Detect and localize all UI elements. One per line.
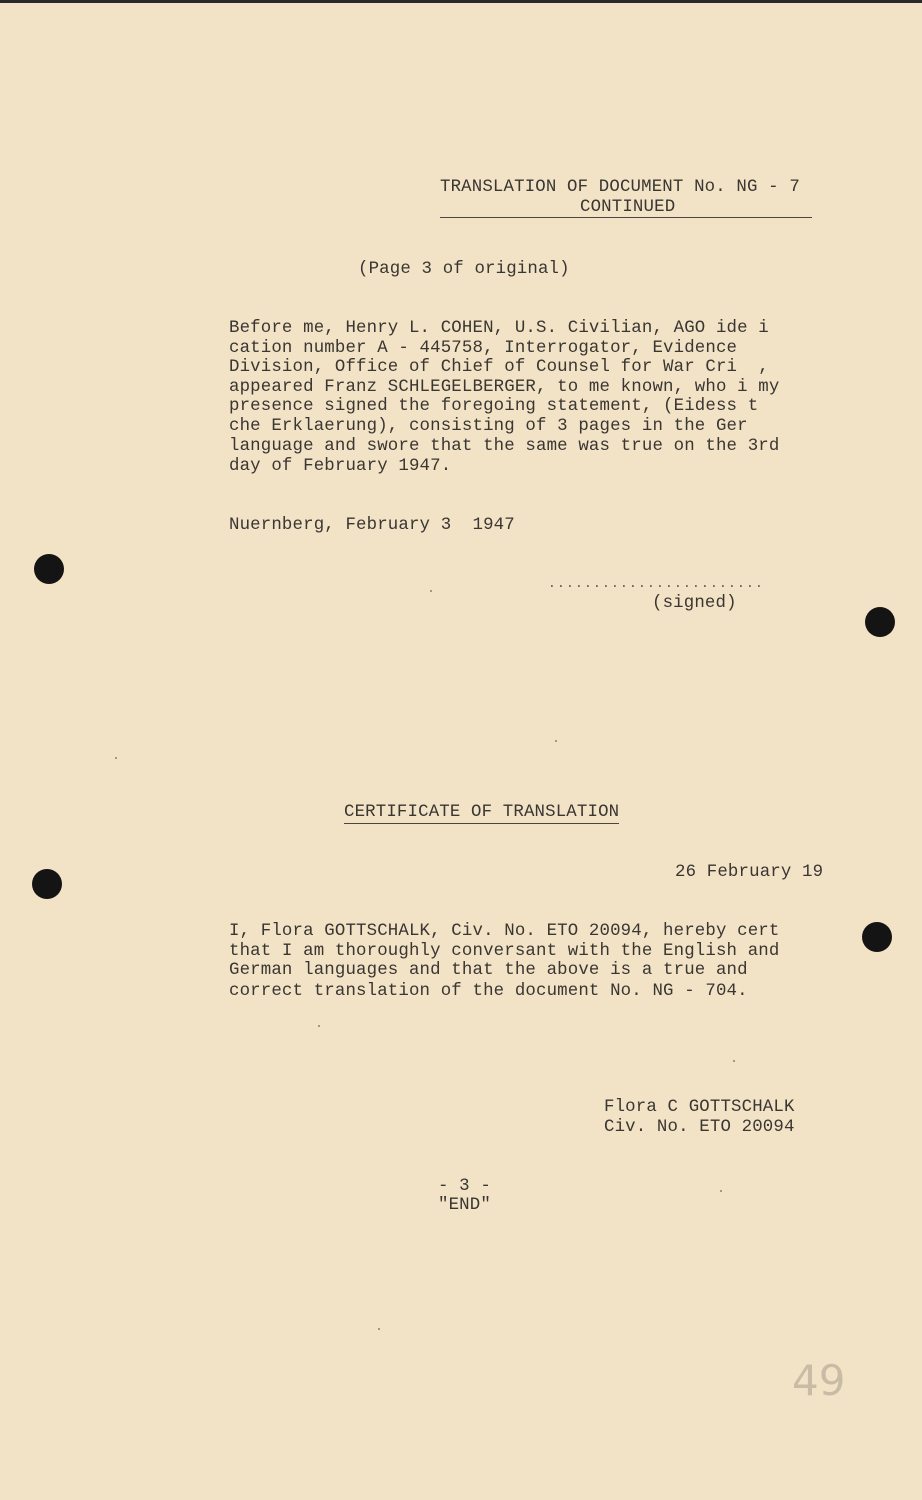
page-note: (Page 3 of original) — [358, 260, 570, 279]
certificate-date: 26 February 19 — [675, 863, 824, 882]
certificate-title: CERTIFICATE OF TRANSLATION — [344, 803, 620, 822]
affidavit-line: Division, Office of Chief of Counsel for War Cri , — [229, 358, 769, 377]
paper-speck — [720, 1190, 722, 1192]
certificate-line: I, Flora GOTTSCHALK, Civ. No. ETO 20094, hereby cert — [229, 922, 780, 941]
place-date: Nuernberg, February 3 1947 — [229, 516, 515, 535]
signer-name: Flora C GOTTSCHALK — [604, 1098, 795, 1117]
paper-speck — [733, 1060, 735, 1062]
affidavit-line: appeared Franz SCHLEGELBERGER, to me known, who i my — [229, 378, 780, 397]
affidavit-line: presence signed the foregoing statement, (Eidess t — [229, 397, 759, 416]
header-underline — [440, 217, 812, 218]
handwritten-page-number: 49 — [792, 1356, 846, 1405]
certificate-line: that I am thoroughly conversant with the English and — [229, 942, 780, 961]
affidavit-line: language and swore that the same was true on the 3rd — [229, 437, 780, 456]
punch-hole-right-upper — [865, 607, 895, 637]
page-top-edge — [0, 0, 922, 3]
affidavit-line: cation number A - 445758, Interrogator, Evidence — [229, 339, 738, 358]
paper-speck — [430, 590, 432, 592]
certificate-line: correct translation of the document No. NG - 704. — [229, 982, 748, 1001]
signature-line: ........................ — [548, 576, 765, 591]
footer-page-number: - 3 - — [438, 1177, 491, 1196]
punch-hole-right-lower — [862, 922, 892, 952]
affidavit-line: day of February 1947. — [229, 457, 452, 476]
header-continued: CONTINUED — [580, 198, 676, 217]
paper-speck — [318, 1025, 320, 1027]
paper-speck — [378, 1328, 380, 1330]
certificate-line: German languages and that the above is a true and — [229, 961, 748, 980]
header-title: TRANSLATION OF DOCUMENT No. NG - 7 — [440, 178, 800, 197]
affidavit-line: Before me, Henry L. COHEN, U.S. Civilian, AGO ide i — [229, 319, 769, 338]
signed-note: (signed) — [652, 594, 737, 613]
paper-speck — [555, 740, 557, 742]
punch-hole-left-upper — [34, 554, 64, 584]
paper-speck — [115, 757, 117, 759]
footer-end: "END" — [438, 1196, 491, 1215]
punch-hole-left-lower — [32, 869, 62, 899]
affidavit-line: che Erklaerung), consisting of 3 pages in the Ger — [229, 417, 748, 436]
signer-civ-number: Civ. No. ETO 20094 — [604, 1118, 795, 1137]
